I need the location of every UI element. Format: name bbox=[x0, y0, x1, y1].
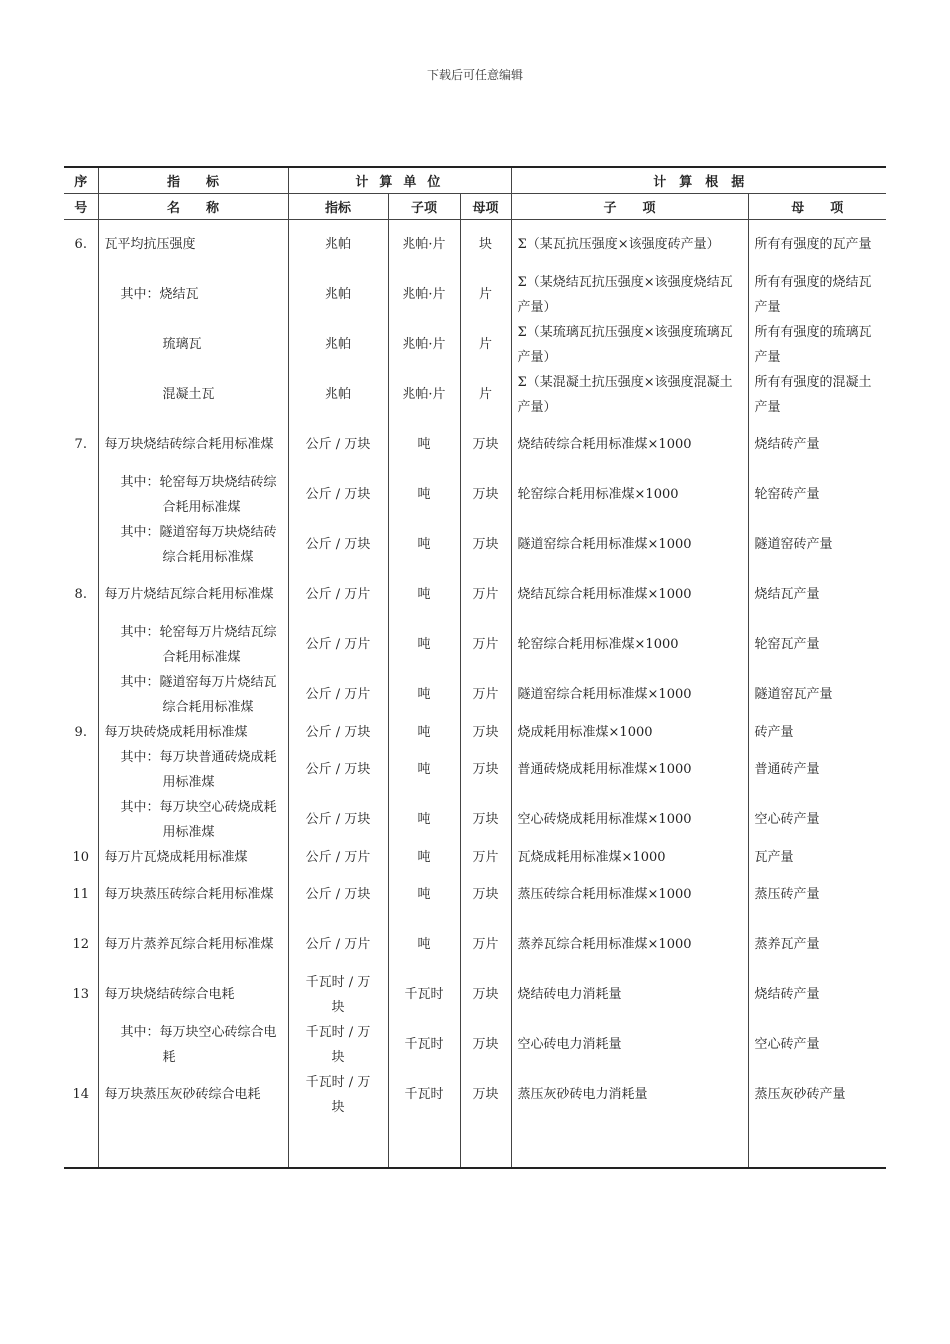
row-basis-mother: 轮窑砖产量 bbox=[748, 470, 886, 520]
row-seq: 10 bbox=[72, 849, 90, 865]
row-name: 其中：烧结瓦 bbox=[98, 270, 288, 320]
row-unit-mother: 万片 bbox=[460, 920, 511, 970]
indicator-header-top: 指 标 bbox=[98, 167, 288, 194]
row-basis-mother: 所有有强度的烧结瓦产量 bbox=[748, 270, 886, 320]
table-row bbox=[64, 370, 886, 420]
row-name-text: 其中：隧道窑每万片烧结瓦综合耗用标准煤 bbox=[120, 674, 277, 715]
row-unit-indicator: 千瓦时 / 万块 bbox=[288, 970, 388, 1020]
row-basis-mother: 蒸压砖产量 bbox=[748, 870, 886, 920]
row-basis-mother: 砖产量 bbox=[748, 720, 886, 745]
row-seq bbox=[64, 795, 98, 845]
table-row bbox=[64, 420, 886, 470]
row-unit-sub: 兆帕·片 bbox=[388, 370, 460, 420]
row-name-text: 其中：隧道窑每万块烧结砖综合耗用标准煤 bbox=[120, 524, 277, 565]
row-seq: 9. bbox=[74, 724, 87, 740]
table-row bbox=[64, 795, 886, 845]
empty-cell bbox=[388, 1120, 460, 1168]
row-unit-sub: 吨 bbox=[388, 745, 460, 795]
row-seq bbox=[64, 745, 98, 795]
row-unit-mother: 片 bbox=[460, 320, 511, 370]
row-basis-sub: 轮窑综合耗用标准煤×1000 bbox=[511, 620, 748, 670]
row-basis-sub: 烧结砖电力消耗量 bbox=[511, 970, 748, 1020]
row-unit-sub: 千瓦时 bbox=[388, 970, 460, 1020]
row-basis-sub: Σ（某琉璃瓦抗压强度×该强度琉璃瓦产量） bbox=[511, 320, 748, 370]
row-unit-indicator: 公斤 / 万块 bbox=[288, 745, 388, 795]
row-name: 每万片瓦烧成耗用标准煤 bbox=[98, 845, 288, 870]
row-name: 每万片蒸养瓦综合耗用标准煤 bbox=[98, 920, 288, 970]
row-unit-mother: 片 bbox=[460, 270, 511, 320]
row-unit-sub: 吨 bbox=[388, 920, 460, 970]
row-unit-indicator: 公斤 / 万块 bbox=[288, 420, 388, 470]
row-unit-sub: 兆帕·片 bbox=[388, 220, 460, 270]
row-unit-mother: 万片 bbox=[460, 620, 511, 670]
row-name: 每万块烧结砖综合电耗 bbox=[98, 970, 288, 1020]
row-unit-mother: 万块 bbox=[460, 970, 511, 1020]
table-row bbox=[64, 320, 886, 370]
indicator-table bbox=[64, 166, 886, 1169]
row-unit-indicator: 兆帕 bbox=[288, 270, 388, 320]
row-basis-mother: 烧结砖产量 bbox=[748, 970, 886, 1020]
empty-cell bbox=[748, 1120, 886, 1168]
row-unit-mother: 万块 bbox=[460, 720, 511, 745]
row-seq: 13 bbox=[72, 987, 90, 1002]
row-unit-sub: 千瓦时 bbox=[388, 1020, 460, 1070]
row-basis-sub: 蒸压砖综合耗用标准煤×1000 bbox=[511, 870, 748, 920]
row-unit-indicator: 公斤 / 万片 bbox=[288, 620, 388, 670]
row-basis-mother: 蒸养瓦产量 bbox=[748, 920, 886, 970]
row-seq bbox=[64, 620, 98, 670]
row-name bbox=[98, 795, 288, 845]
row-basis-mother: 蒸压灰砂砖产量 bbox=[748, 1070, 886, 1120]
row-basis-mother: 所有有强度的混凝土产量 bbox=[748, 370, 886, 420]
row-basis-mother: 隧道窑砖产量 bbox=[748, 520, 886, 570]
row-name-text: 其中：轮窑每万片烧结瓦综合耗用标准煤 bbox=[120, 624, 277, 665]
row-unit-indicator: 公斤 / 万块 bbox=[288, 870, 388, 920]
row-basis-sub: 隧道窑综合耗用标准煤×1000 bbox=[511, 670, 748, 720]
row-unit-indicator: 公斤 / 万片 bbox=[288, 845, 388, 870]
table-row bbox=[64, 870, 886, 920]
row-basis-mother: 瓦产量 bbox=[748, 845, 886, 870]
header-note: 下载后可任意编辑 bbox=[426, 68, 523, 82]
row-unit-sub: 吨 bbox=[388, 570, 460, 620]
row-unit-indicator: 千瓦时 / 万块 bbox=[288, 1020, 388, 1070]
row-name: 瓦平均抗压强度 bbox=[98, 220, 288, 270]
row-unit-indicator: 千瓦时 / 万块 bbox=[288, 1070, 388, 1120]
empty-cell bbox=[460, 1120, 511, 1168]
row-basis-sub: Σ（某混凝土抗压强度×该强度混凝土产量） bbox=[511, 370, 748, 420]
row-basis-sub: 瓦烧成耗用标准煤×1000 bbox=[511, 845, 748, 870]
row-basis-mother: 普通砖产量 bbox=[748, 745, 886, 795]
row-basis-mother: 空心砖产量 bbox=[748, 1020, 886, 1070]
row-basis-sub: 空心砖电力消耗量 bbox=[511, 1020, 748, 1070]
row-unit-sub: 吨 bbox=[388, 670, 460, 720]
row-seq bbox=[64, 520, 98, 570]
row-basis-mother: 烧结砖产量 bbox=[748, 420, 886, 470]
row-basis-sub: 蒸养瓦综合耗用标准煤×1000 bbox=[511, 920, 748, 970]
table-row bbox=[64, 845, 886, 870]
row-name: 每万块砖烧成耗用标准煤 bbox=[98, 720, 288, 745]
row-basis-sub: 轮窑综合耗用标准煤×1000 bbox=[511, 470, 748, 520]
row-basis-sub: 隧道窑综合耗用标准煤×1000 bbox=[511, 520, 748, 570]
row-basis-sub: 烧结砖综合耗用标准煤×1000 bbox=[511, 420, 748, 470]
table-row bbox=[64, 570, 886, 620]
indicator-table-wrapper bbox=[64, 166, 886, 1169]
table-row bbox=[64, 620, 886, 670]
row-basis-mother: 烧结瓦产量 bbox=[748, 570, 886, 620]
row-unit-indicator: 公斤 / 万块 bbox=[288, 470, 388, 520]
row-unit-indicator: 公斤 / 万片 bbox=[288, 570, 388, 620]
row-unit-mother: 万块 bbox=[460, 745, 511, 795]
indicator-header-bottom: 名 称 bbox=[98, 194, 288, 220]
row-unit-indicator: 兆帕 bbox=[288, 220, 388, 270]
row-unit-mother: 万块 bbox=[460, 470, 511, 520]
row-unit-indicator: 公斤 / 万块 bbox=[288, 720, 388, 745]
row-unit-mother: 万块 bbox=[460, 870, 511, 920]
row-unit-mother: 万块 bbox=[460, 520, 511, 570]
row-basis-mother: 隧道窑瓦产量 bbox=[748, 670, 886, 720]
row-name bbox=[98, 670, 288, 720]
row-unit-sub: 兆帕·片 bbox=[388, 270, 460, 320]
row-name: 每万块蒸压砖综合耗用标准煤 bbox=[98, 870, 288, 920]
table-body bbox=[64, 220, 886, 1168]
row-unit-sub: 吨 bbox=[388, 845, 460, 870]
basis-sub-header: 子 项 bbox=[511, 194, 748, 220]
row-basis-mother: 空心砖产量 bbox=[748, 795, 886, 845]
row-name: 琉璃瓦 bbox=[98, 320, 288, 370]
row-unit-mother: 万片 bbox=[460, 670, 511, 720]
row-unit-mother: 万片 bbox=[460, 845, 511, 870]
row-name: 每万片烧结瓦综合耗用标准煤 bbox=[98, 570, 288, 620]
table-row bbox=[64, 1020, 886, 1070]
row-seq bbox=[64, 670, 98, 720]
row-name bbox=[98, 1020, 288, 1070]
empty-cell bbox=[64, 1120, 98, 1168]
row-seq: 7. bbox=[74, 437, 87, 452]
calc-basis-header: 计 算 根 据 bbox=[511, 167, 886, 194]
seq-header-bottom: 号 bbox=[64, 194, 98, 220]
table-row bbox=[64, 720, 886, 745]
row-basis-sub: 普通砖烧成耗用标准煤×1000 bbox=[511, 745, 748, 795]
row-name-text: 其中：每万块普通砖烧成耗用标准煤 bbox=[120, 749, 277, 790]
row-seq bbox=[64, 470, 98, 520]
row-basis-sub: 烧结瓦综合耗用标准煤×1000 bbox=[511, 570, 748, 620]
empty-cell bbox=[98, 1120, 288, 1168]
row-seq: 6. bbox=[74, 237, 87, 253]
table-row bbox=[64, 220, 886, 270]
unit-indicator-header: 指标 bbox=[288, 194, 388, 220]
table-head bbox=[64, 167, 886, 220]
table-row bbox=[64, 745, 886, 795]
table-row bbox=[64, 470, 886, 520]
row-seq bbox=[64, 270, 98, 320]
row-name-text: 其中：每万块空心砖烧成耗用标准煤 bbox=[120, 799, 277, 840]
row-unit-sub: 吨 bbox=[388, 420, 460, 470]
table-row bbox=[64, 670, 886, 720]
row-seq bbox=[64, 370, 98, 420]
seq-header-top: 序 bbox=[64, 167, 98, 194]
table-row bbox=[64, 920, 886, 970]
unit-mother-header: 母项 bbox=[460, 194, 511, 220]
row-basis-mother: 所有有强度的琉璃瓦产量 bbox=[748, 320, 886, 370]
row-basis-sub: Σ（某瓦抗压强度×该强度砖产量） bbox=[511, 220, 748, 270]
row-name: 每万块烧结砖综合耗用标准煤 bbox=[98, 420, 288, 470]
row-unit-indicator: 公斤 / 万片 bbox=[288, 920, 388, 970]
unit-sub-header: 子项 bbox=[388, 194, 460, 220]
empty-cell bbox=[288, 1120, 388, 1168]
row-unit-indicator: 公斤 / 万块 bbox=[288, 795, 388, 845]
row-seq: 11 bbox=[72, 887, 90, 902]
row-unit-mother: 片 bbox=[460, 370, 511, 420]
row-seq bbox=[64, 1020, 98, 1070]
row-unit-sub: 吨 bbox=[388, 620, 460, 670]
row-unit-mother: 块 bbox=[460, 220, 511, 270]
row-basis-sub: 蒸压灰砂砖电力消耗量 bbox=[511, 1070, 748, 1120]
row-unit-indicator: 公斤 / 万片 bbox=[288, 670, 388, 720]
row-basis-sub: 烧成耗用标准煤×1000 bbox=[511, 720, 748, 745]
row-unit-sub: 吨 bbox=[388, 795, 460, 845]
row-unit-sub: 吨 bbox=[388, 720, 460, 745]
row-unit-sub: 吨 bbox=[388, 870, 460, 920]
row-name: 每万块蒸压灰砂砖综合电耗 bbox=[98, 1070, 288, 1120]
row-name bbox=[98, 470, 288, 520]
row-unit-sub: 千瓦时 bbox=[388, 1070, 460, 1120]
row-basis-sub: Σ（某烧结瓦抗压强度×该强度烧结瓦产量） bbox=[511, 270, 748, 320]
row-unit-sub: 兆帕·片 bbox=[388, 320, 460, 370]
basis-mother-header: 母 项 bbox=[748, 194, 886, 220]
row-name bbox=[98, 620, 288, 670]
row-name bbox=[98, 745, 288, 795]
row-basis-mother: 所有有强度的瓦产量 bbox=[748, 220, 886, 270]
row-seq: 12 bbox=[72, 937, 90, 952]
row-unit-indicator: 兆帕 bbox=[288, 370, 388, 420]
row-seq: 8. bbox=[74, 587, 87, 602]
table-row-empty bbox=[64, 1120, 886, 1168]
table-row bbox=[64, 520, 886, 570]
row-seq bbox=[64, 320, 98, 370]
row-basis-mother: 轮窑瓦产量 bbox=[748, 620, 886, 670]
row-unit-indicator: 公斤 / 万块 bbox=[288, 520, 388, 570]
row-unit-mother: 万块 bbox=[460, 1020, 511, 1070]
row-name bbox=[98, 520, 288, 570]
table-row bbox=[64, 1070, 886, 1120]
row-unit-sub: 吨 bbox=[388, 520, 460, 570]
row-unit-indicator: 兆帕 bbox=[288, 320, 388, 370]
calc-unit-header: 计 算 单 位 bbox=[288, 167, 511, 194]
row-unit-sub: 吨 bbox=[388, 470, 460, 520]
empty-cell bbox=[511, 1120, 748, 1168]
row-unit-mother: 万块 bbox=[460, 1070, 511, 1120]
row-name-text: 其中：每万块空心砖综合电耗 bbox=[120, 1024, 277, 1065]
row-seq: 14 bbox=[72, 1087, 90, 1102]
table-row bbox=[64, 970, 886, 1020]
row-name-text: 其中：轮窑每万块烧结砖综合耗用标准煤 bbox=[120, 474, 277, 515]
row-name: 混凝土瓦 bbox=[98, 370, 288, 420]
row-unit-mother: 万块 bbox=[460, 795, 511, 845]
table-row bbox=[64, 270, 886, 320]
row-unit-mother: 万块 bbox=[460, 420, 511, 470]
row-unit-mother: 万片 bbox=[460, 570, 511, 620]
row-basis-sub: 空心砖烧成耗用标准煤×1000 bbox=[511, 795, 748, 845]
